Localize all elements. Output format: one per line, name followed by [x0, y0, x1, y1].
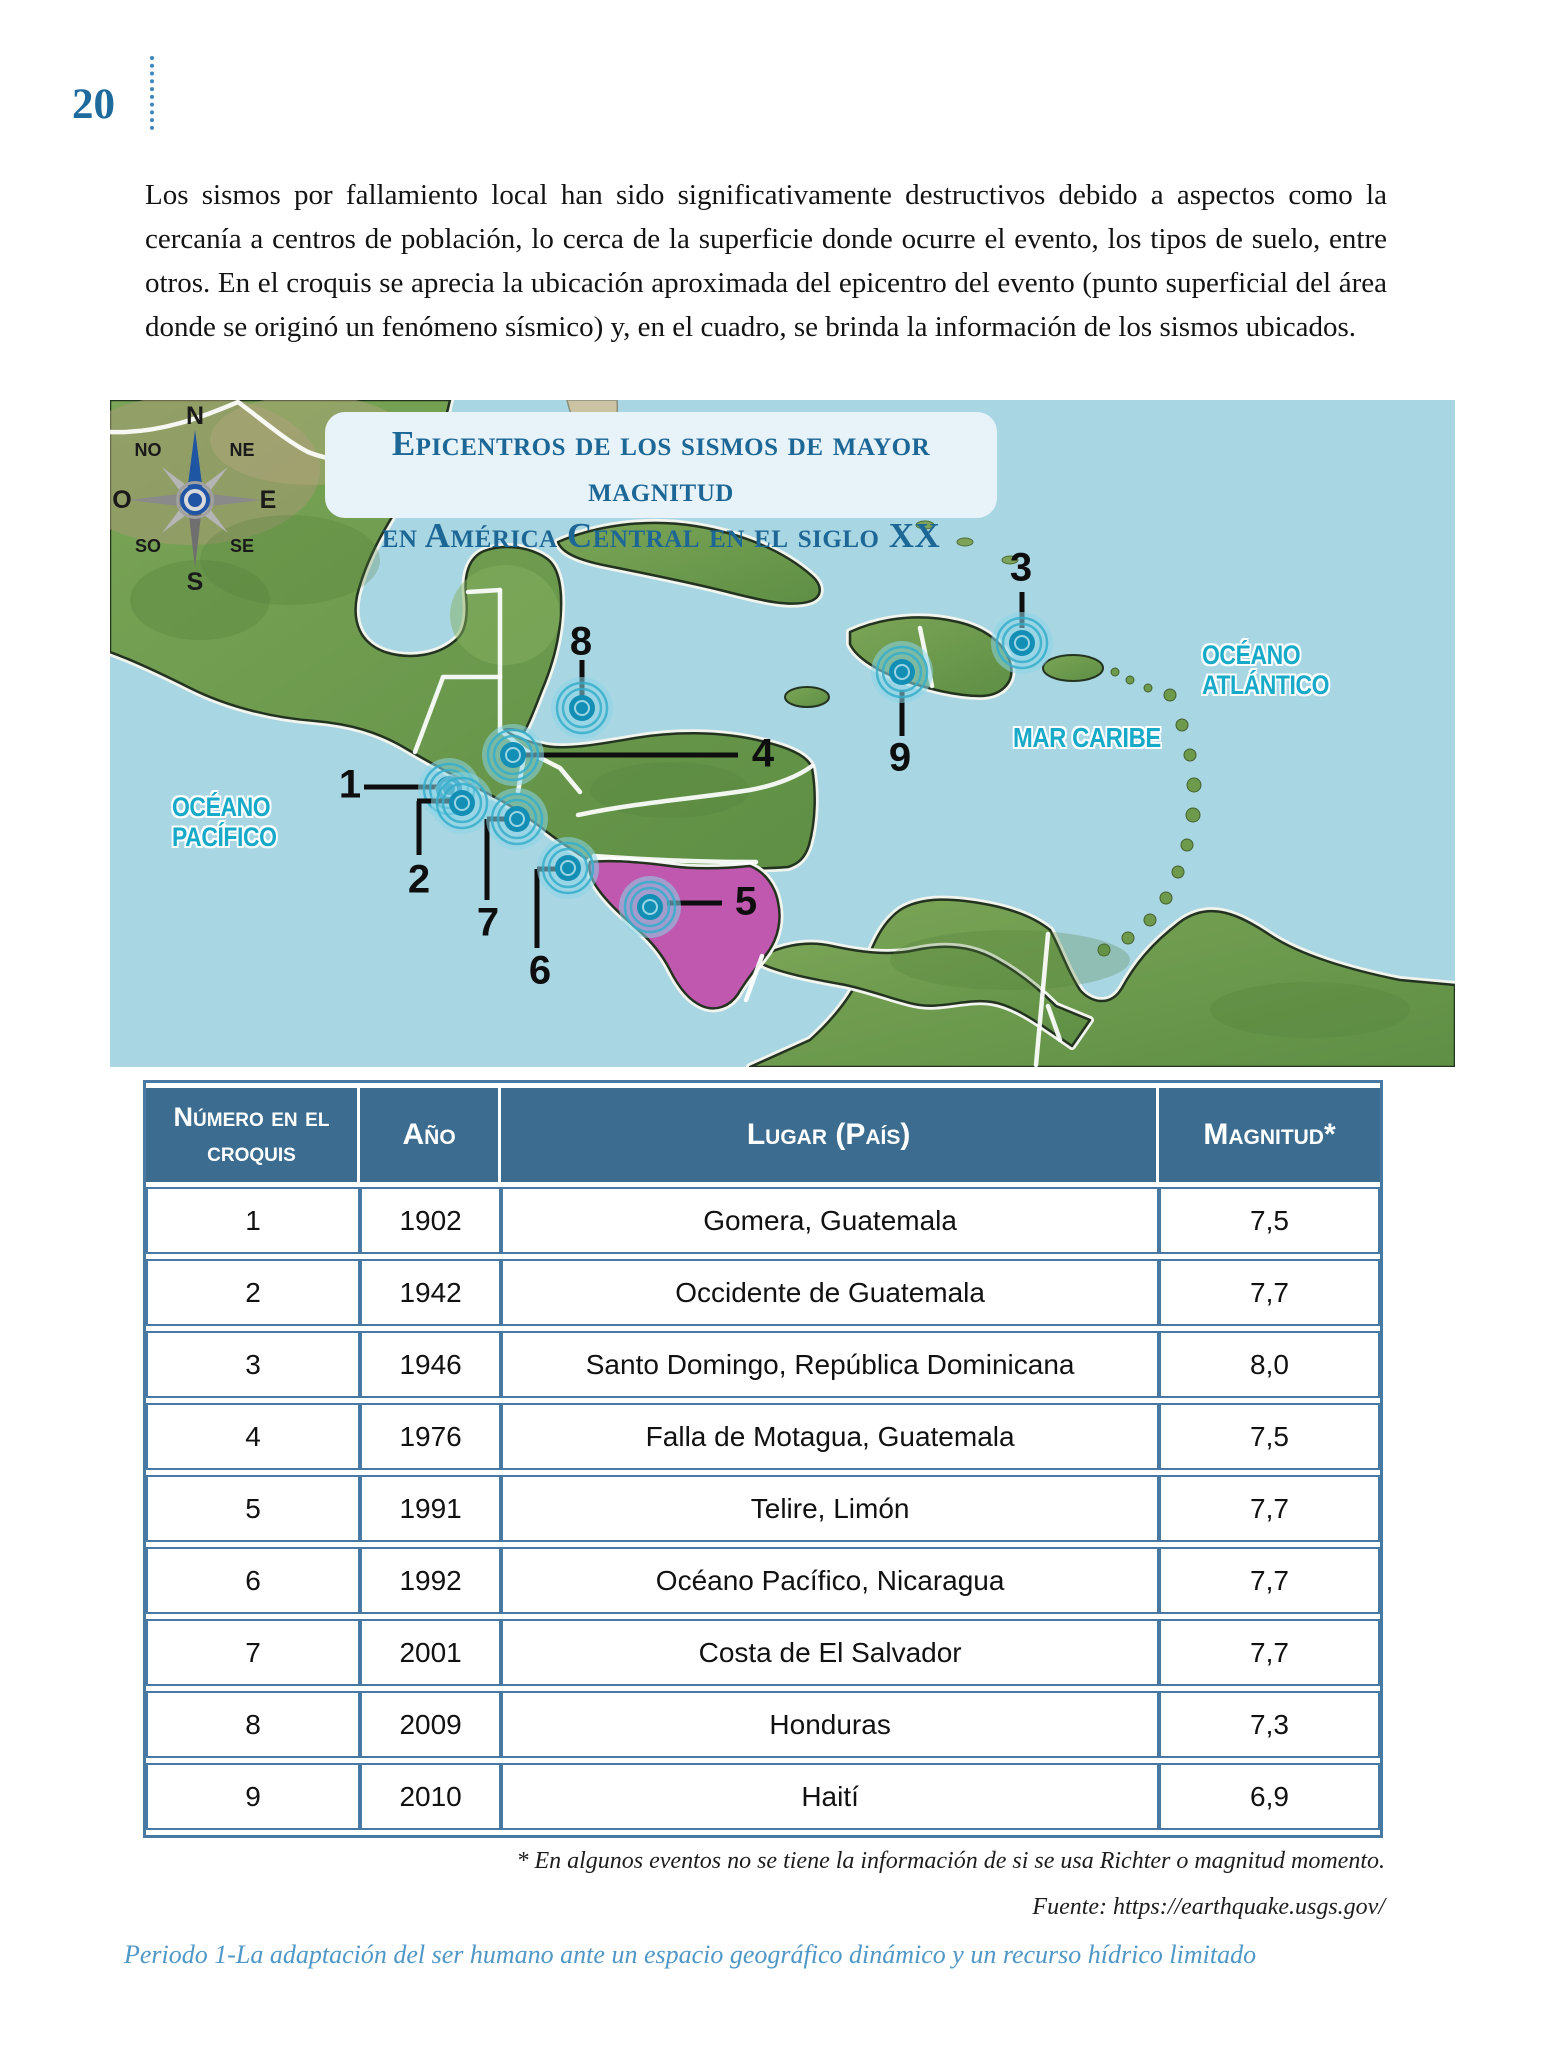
table-cell: Océano Pacífico, Nicaragua — [501, 1547, 1159, 1614]
table-cell: 1976 — [360, 1403, 501, 1470]
compass-ne: NE — [229, 440, 255, 460]
intro-paragraph: Los sismos por fallamiento local han sido significativamente destructivos debido a aspectos como la cercanía a centros de población, lo cerca de la superficie donde ocurre el evento, los tipos de suelo, entre otros. En el croquis se aprecia la ubicación aproximada del epicentro del evento (punto superficial del área donde se originó un fenómeno sísmico) y, en el cuadro, se brinda la información de los sismos ubicados. — [145, 179, 1387, 344]
table-cell: 2001 — [360, 1619, 501, 1686]
header-lugar: Lugar (País) — [501, 1088, 1159, 1182]
table-cell: 3 — [146, 1331, 360, 1398]
table-cell: 6,9 — [1159, 1763, 1380, 1830]
page-number-divider — [150, 56, 154, 130]
table-cell: Costa de El Salvador — [501, 1619, 1159, 1686]
table-cell: Gomera, Guatemala — [501, 1187, 1159, 1254]
epicenter-number-label: 7 — [476, 900, 500, 945]
label-text: PACÍFICO — [172, 822, 277, 853]
epicenter-number-label: 8 — [569, 619, 593, 664]
table-cell: 1991 — [360, 1475, 501, 1542]
table-cell: Haití — [501, 1763, 1159, 1830]
table-cell: 7,7 — [1159, 1547, 1380, 1614]
epicenter-marker-3 — [991, 546, 1053, 674]
table-cell: 9 — [146, 1763, 360, 1830]
table-cell: 1942 — [360, 1259, 501, 1326]
label-mar-caribe — [1013, 722, 1187, 753]
compass-no: NO — [134, 440, 162, 460]
map-title-line1: Epicentros de los sismos de mayor magnitud — [391, 424, 931, 509]
table-cell: Honduras — [501, 1691, 1159, 1758]
table-cell: 1902 — [360, 1187, 501, 1254]
table-row — [146, 1475, 1380, 1542]
compass-n: N — [185, 402, 205, 430]
compass-s: S — [186, 568, 204, 595]
table-row — [146, 1187, 1380, 1254]
table-cell: 2010 — [360, 1763, 501, 1830]
epicenter-number-label: 4 — [751, 731, 775, 776]
table-row — [146, 1403, 1380, 1470]
table-row — [146, 1259, 1380, 1326]
label-text: ATLÁNTICO — [1202, 670, 1330, 701]
epicenter-number-label: 5 — [734, 879, 758, 924]
map-figure — [110, 400, 1455, 1067]
label-oceano-pacifico — [172, 792, 295, 852]
table-row — [146, 1691, 1380, 1758]
compass-se: SE — [229, 536, 255, 556]
magnitude-footnote: * En algunos eventos no se tiene la información de si se usa Richter o magnitud momento. — [516, 1848, 1385, 1874]
epicenter-marker-4 — [482, 724, 775, 786]
table-header-row — [146, 1088, 1380, 1182]
table-cell: 8 — [146, 1691, 360, 1758]
table-cell: 7,7 — [1159, 1259, 1380, 1326]
table-cell: Santo Domingo, República Dominicana — [501, 1331, 1159, 1398]
table-cell: 1 — [146, 1187, 360, 1254]
header-anio: Año — [360, 1088, 501, 1182]
epicenter-marker-6 — [529, 837, 599, 993]
compass-e: E — [259, 486, 277, 514]
header-numero-croquis: Número en el croquis — [146, 1088, 360, 1182]
table-cell: 7 — [146, 1619, 360, 1686]
table-cell: 2 — [146, 1259, 360, 1326]
table-row — [146, 1547, 1380, 1614]
table-row — [146, 1619, 1380, 1686]
table-cell: 1946 — [360, 1331, 501, 1398]
compass-o: O — [112, 486, 132, 514]
table-cell: 7,5 — [1159, 1187, 1380, 1254]
period-footer: Periodo 1-La adaptación del ser humano ante un espacio geográfico dinámico y un recurso hídrico limitado — [124, 1940, 1257, 1969]
table-row — [146, 1331, 1380, 1398]
label-text: OCÉANO — [1202, 640, 1301, 670]
table-cell: 4 — [146, 1403, 360, 1470]
table-cell: 7,3 — [1159, 1691, 1380, 1758]
compass-rose-icon — [110, 400, 280, 595]
table-cell: 2009 — [360, 1691, 501, 1758]
table-cell: Telire, Limón — [501, 1475, 1159, 1542]
earthquake-table-frame — [143, 1080, 1383, 1838]
epicenter-marker-9 — [871, 641, 933, 780]
label-text: OCÉANO — [172, 792, 271, 822]
label-oceano-atlantico — [1202, 640, 1351, 700]
table-cell: 7,5 — [1159, 1403, 1380, 1470]
map-title-box — [325, 412, 997, 555]
table-cell: 5 — [146, 1475, 360, 1542]
source-note: Fuente: https://earthquake.usgs.gov/ — [1032, 1894, 1385, 1920]
epicenter-number-label: 2 — [407, 857, 431, 902]
table-cell: 6 — [146, 1547, 360, 1614]
map-title-line2: en América Central en el siglo XX — [381, 516, 941, 555]
table-cell: 7,7 — [1159, 1619, 1380, 1686]
table-cell: Falla de Motagua, Guatemala — [501, 1403, 1159, 1470]
table-cell: 8,0 — [1159, 1331, 1380, 1398]
epicenter-marker-5 — [619, 876, 757, 938]
epicenter-number-label: 3 — [1009, 545, 1033, 590]
epicenter-number-label: 6 — [528, 948, 552, 993]
epicenter-number-label: 1 — [338, 762, 362, 807]
page-number: 20 — [72, 81, 115, 128]
table-body — [146, 1187, 1380, 1830]
compass-so: SO — [134, 536, 162, 556]
table-cell: 1992 — [360, 1547, 501, 1614]
header-magnitud: Magnitud* — [1159, 1088, 1380, 1182]
epicenter-number-label: 9 — [888, 735, 912, 780]
earthquake-table — [146, 1083, 1380, 1835]
label-text: MAR CARIBE — [1013, 722, 1161, 753]
table-cell: Occidente de Guatemala — [501, 1259, 1159, 1326]
epicenter-marker-8 — [551, 620, 613, 739]
table-row — [146, 1763, 1380, 1830]
table-cell: 7,7 — [1159, 1475, 1380, 1542]
